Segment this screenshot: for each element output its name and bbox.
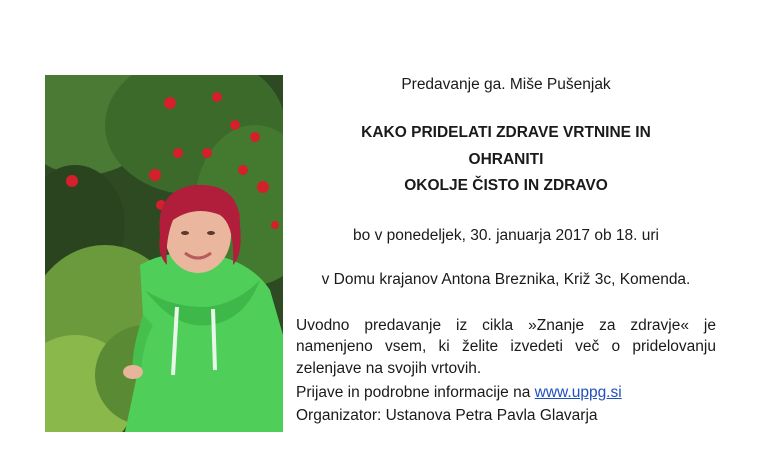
intro-line-1: Uvodno predavanje iz cikla »Znanje za zdravje« je [296, 317, 716, 334]
title-line-1: KAKO PRIDELATI ZDRAVE VRTNINE IN [361, 124, 651, 141]
organizer-line: Organizator: Ustanova Petra Pavla Glavarja [296, 407, 598, 424]
intro-line-3: zelenjave na svojih vrtovih. [296, 360, 482, 377]
intro-line-2: namenjeno vsem, ki želite izvedeti več o pridelovanju [296, 338, 716, 355]
title-line-3: OKOLJE ČISTO IN ZDRAVO [404, 177, 608, 194]
title-line-2: OHRANITI [468, 151, 544, 168]
speaker-photo [45, 75, 283, 432]
registration-line [296, 384, 622, 402]
website-link[interactable]: www.uppg.si [534, 384, 622, 401]
venue-line: v Domu krajanov Antona Breznika, Križ 3c, Komenda. [321, 271, 691, 288]
speaker-line: Predavanje ga. Miše Pušenjak [401, 76, 611, 93]
registration-label: Prijave in podrobne informacije na [296, 384, 531, 401]
date-line: bo v ponedeljek, 30. januarja 2017 ob 18. uri [353, 227, 659, 244]
